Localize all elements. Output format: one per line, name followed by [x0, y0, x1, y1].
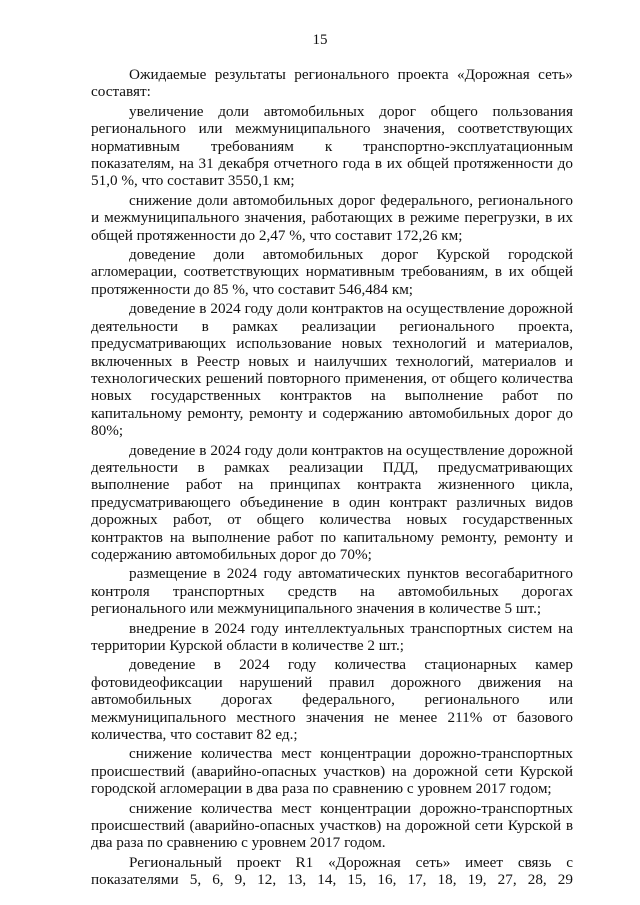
- paragraph-item: размещение в 2024 году автоматических пунктов весогабаритного контроля транспортных средств на автомобильных дорогах регионального или межмуниципального значения в количестве 5 шт.;: [91, 565, 573, 618]
- document-body: [91, 66, 573, 891]
- paragraph-item: снижение количества мест концентрации дорожно-транспортных происшествий (аварийно-опасных участков) на дорожной сети Курской городской агломерации в два раза по сравнению с уровнем 2017 годом;: [91, 745, 573, 798]
- paragraph-item: снижение доли автомобильных дорог федерального, регионального и межмуниципального значения, работающих в режиме перегрузки, в их общей протяженности до 2,47 %, что составит 172,26 км;: [91, 191, 573, 244]
- paragraph-item: снижение количества мест концентрации дорожно-транспортных происшествий (аварийно-опасных участков) на дорожной сети Курской в два раза по сравнению с уровнем 2017 годом.: [91, 799, 573, 852]
- paragraph-intro: Ожидаемые результаты регионального проекта «Дорожная сеть» составят:: [91, 66, 573, 101]
- paragraph-item: доведение в 2024 году доли контрактов на осуществление дорожной деятельности в рамках реализации ПДД, предусматривающих выполнение работ на принципах контракта жизненного цикла, предусматривающего объединение в один контракт различных видов дорожных работ, от общего количества новых государственных контрактов на выполнение работ по капитальному ремонту, ремонту и содержанию автомобильных дорог до 70%;: [91, 441, 573, 563]
- paragraph-links: Региональный проект R1 «Дорожная сеть» имеет связь с показателями 5, 6, 9, 12, 13, 14, 15, 16, 17, 18, 19, 27, 28, 29: [91, 853, 573, 889]
- page-number: 15: [312, 32, 328, 48]
- paragraph-item: увеличение доли автомобильных дорог общего пользования регионального или межмуниципального значения, соответствующих нормативным требованиям к транспортно-эксплуатационным показателям, на 31 декабря отчетного года в их общей протяженности до 51,0 %, что составит 3550,1 км;: [91, 102, 573, 190]
- paragraph-item: доведение доли автомобильных дорог Курской городской агломерации, соответствующих нормативным требованиям, в их общей протяженности до 85 %, что составит 546,484 км;: [91, 246, 573, 298]
- paragraph-item: доведение в 2024 году количества стационарных камер фотовидеофиксации нарушений правил дорожного движения на автомобильных дорогах федерального, регионального или межмуниципального местного значения не менее 211% от базового количества, что составит 82 ед.;: [91, 656, 573, 744]
- paragraph-item: внедрение в 2024 году интеллектуальных транспортных систем на территории Курской области в количестве 2 шт.;: [91, 619, 573, 654]
- paragraph-item: доведение в 2024 году доли контрактов на осуществление дорожной деятельности в рамках реализации регионального проекта, предусматривающих использование новых технологий и материалов, включенных в Реестр новых и наилучших технологий, материалов и технологических решений повторного применения, от общего количества новых государственных контрактов на выполнение работ по капитальному ремонту, ремонту и содержанию автомобильных дорог до 80%;: [91, 300, 573, 440]
